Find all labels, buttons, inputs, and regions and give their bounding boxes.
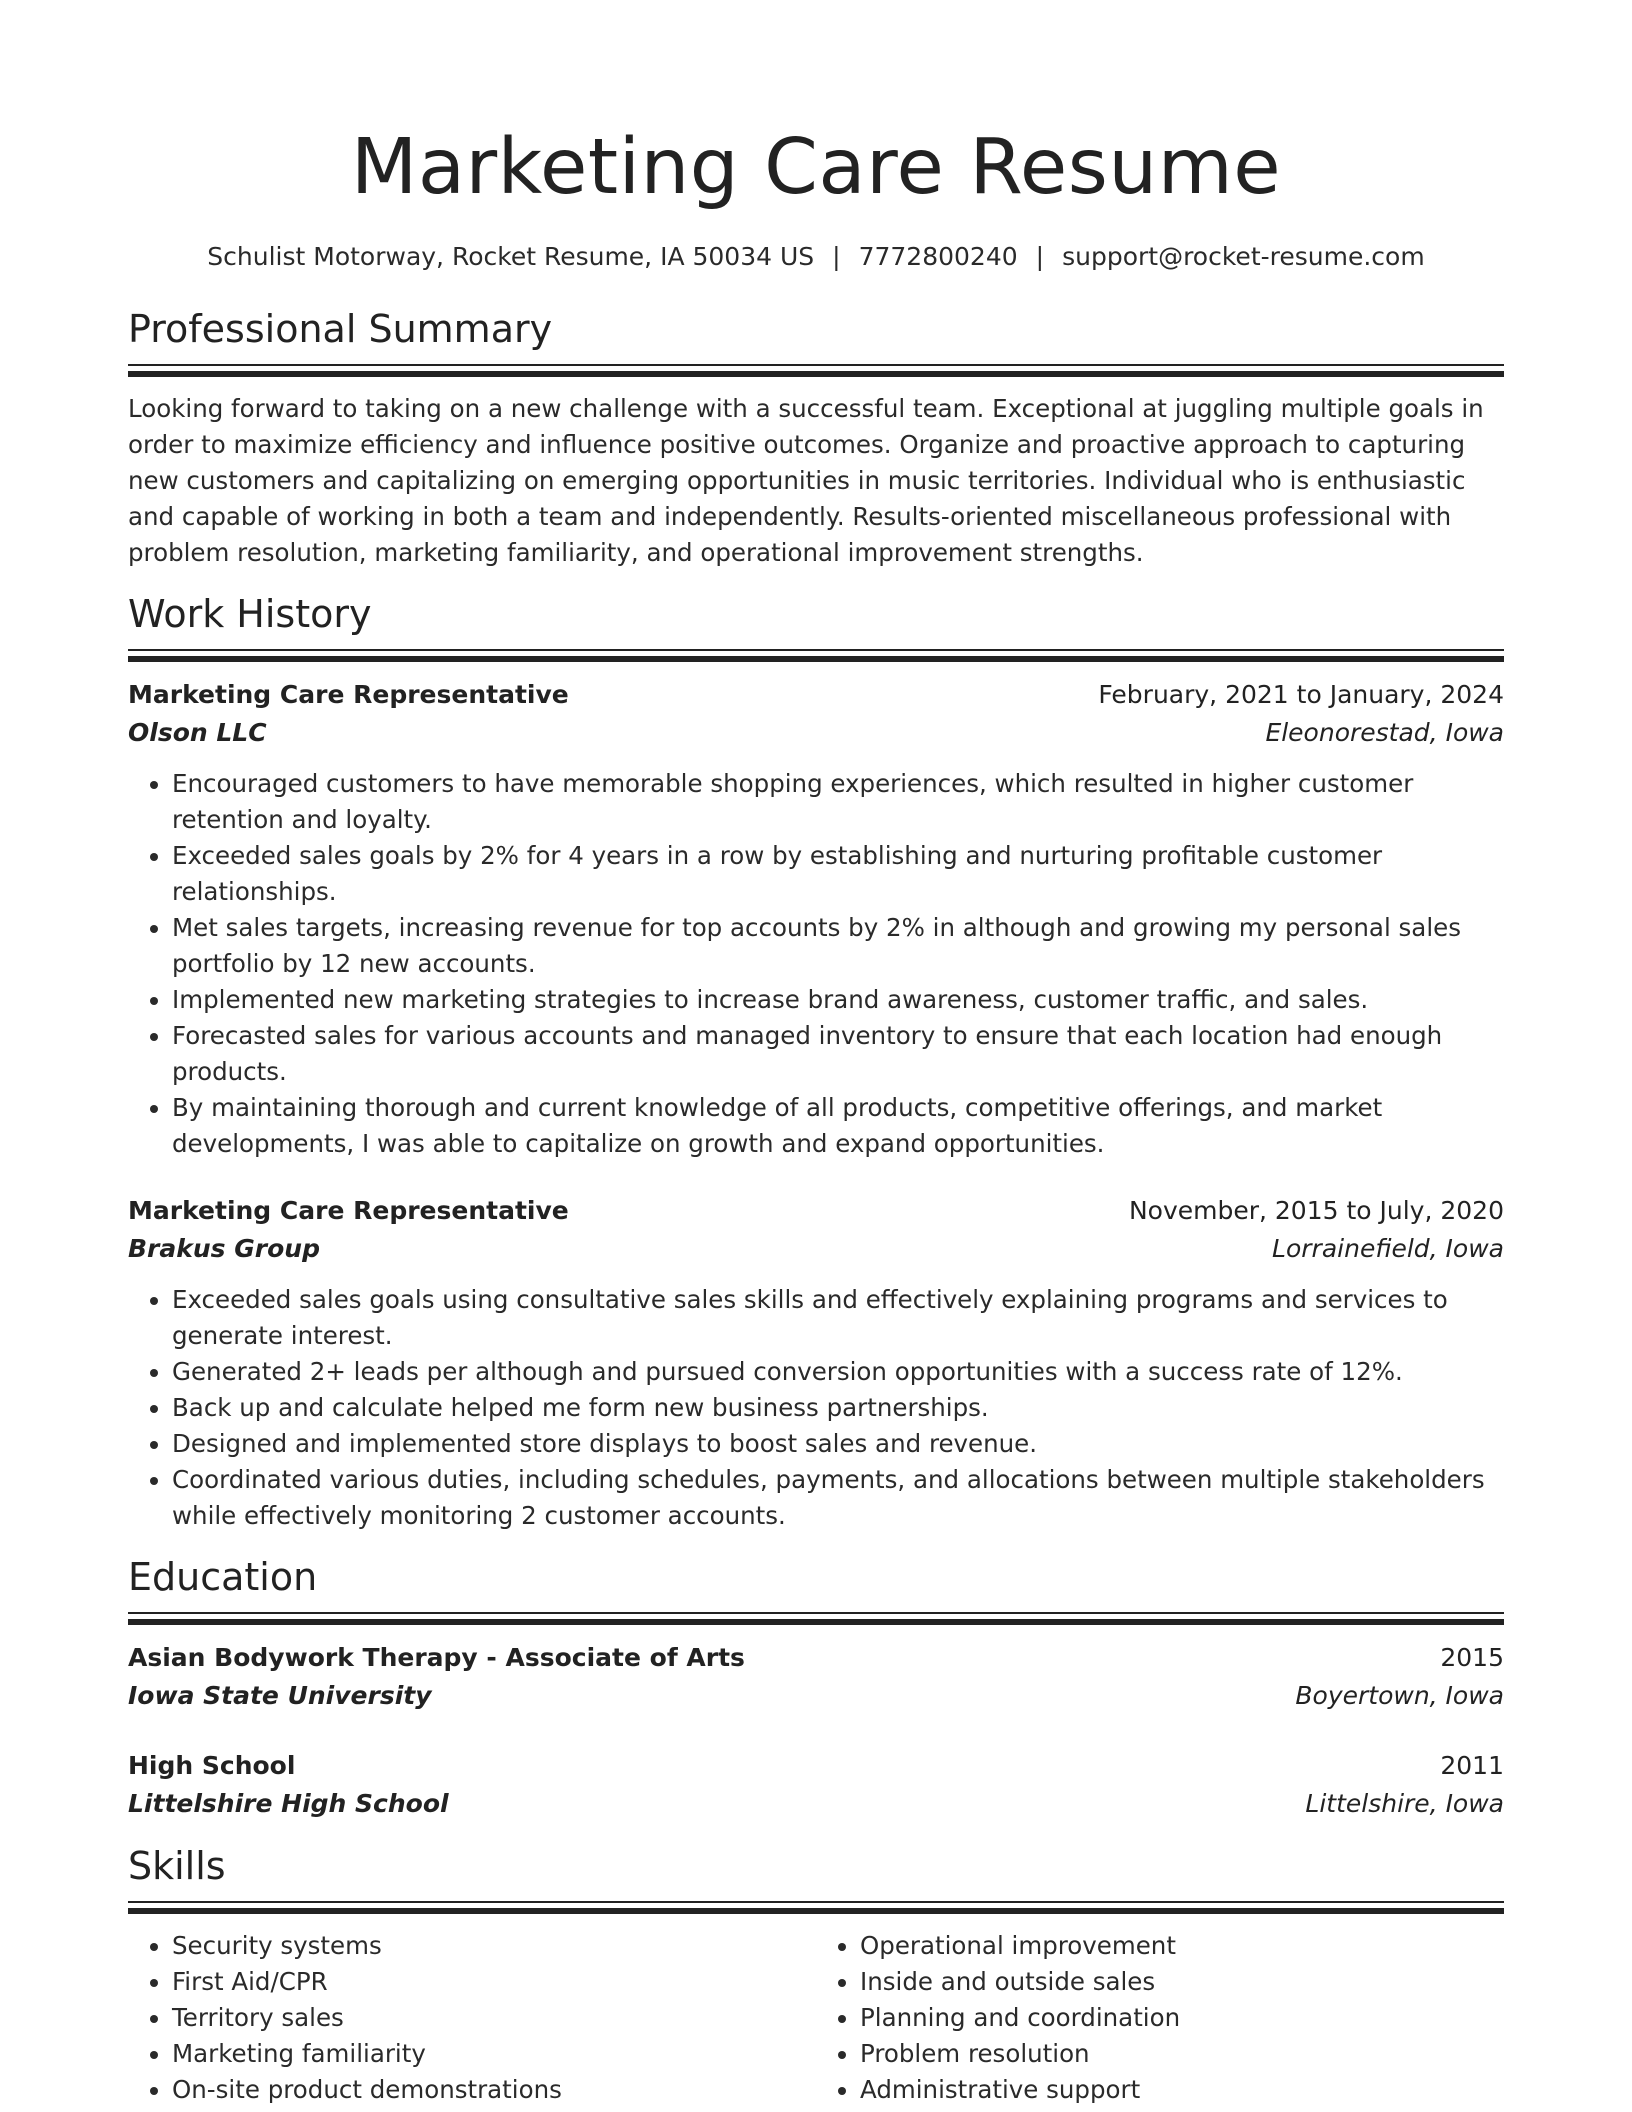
- education-location: Boyertown, Iowa: [1295, 1681, 1504, 1710]
- list-item: • Implemented new marketing strategies to increase brand awareness, customer traffic, and sales.: [172, 982, 1504, 1018]
- skill-item: • Operational improvement: [860, 1928, 1504, 1964]
- education-year: 2011: [1440, 1751, 1504, 1780]
- skill-item: • First Aid/CPR: [172, 1964, 816, 2000]
- skill-item: • Administrative support: [860, 2072, 1504, 2108]
- skills-section: [128, 1841, 1504, 2108]
- skills-columns: [128, 1928, 1504, 2108]
- job-company: Brakus Group: [128, 1234, 320, 1263]
- skill-item: • Planning and coordination: [860, 2000, 1504, 2036]
- resume-name: Marketing Care Resume: [350, 123, 1282, 212]
- list-item: • Generated 2+ leads per although and pursued conversion opportunities with a success rate of 12%.: [172, 1354, 1504, 1390]
- job-header-row: [128, 1192, 1504, 1230]
- job-location: Lorrainefield, Iowa: [1272, 1234, 1504, 1263]
- skill-item: • On-site product demonstrations: [172, 2072, 816, 2108]
- job-title: Marketing Care Representative: [128, 680, 569, 709]
- education-year: 2015: [1440, 1643, 1504, 1672]
- job-header-row: [128, 676, 1504, 714]
- list-item: • Exceeded sales goals by 2% for 4 years in a row by establishing and nurturing profitable customer relationships.: [172, 838, 1504, 910]
- education-school-row: [128, 1785, 1504, 1823]
- skill-item: • Marketing familiarity: [172, 2036, 816, 2072]
- section-title-work: Work History: [128, 592, 372, 636]
- job-entry: [128, 676, 1504, 1162]
- list-item: • By maintaining thorough and current knowledge of all products, competitive offerings, and market developments, I was able to capitalize on growth and expand opportunities.: [172, 1090, 1504, 1162]
- summary-section: [128, 304, 1504, 571]
- education-degree: Asian Bodywork Therapy - Associate of Arts: [128, 1643, 745, 1672]
- skill-item: • Inside and outside sales: [860, 1964, 1504, 2000]
- list-item: • Encouraged customers to have memorable shopping experiences, which resulted in higher customer retention and loyalty.: [172, 766, 1504, 838]
- section-divider: [128, 649, 1504, 662]
- job-bullets: [128, 1282, 1504, 1534]
- job-entry: [128, 1192, 1504, 1534]
- job-company-row: [128, 1230, 1504, 1268]
- section-title-summary: Professional Summary: [128, 307, 553, 351]
- skill-item: • Problem resolution: [860, 2036, 1504, 2072]
- job-dates: February, 2021 to January, 2024: [1098, 680, 1504, 709]
- contact-line: [128, 240, 1504, 274]
- skill-item: • Security systems: [172, 1928, 816, 1964]
- job-bullets: [128, 766, 1504, 1162]
- contact-email: support@rocket-resume.com: [1062, 242, 1425, 271]
- section-title-skills: Skills: [128, 1844, 226, 1888]
- education-header-row: [128, 1639, 1504, 1677]
- job-location: Eleonorestad, Iowa: [1265, 718, 1504, 747]
- section-divider: [128, 1901, 1504, 1914]
- job-company: Olson LLC: [128, 718, 267, 747]
- section-divider: [128, 1612, 1504, 1625]
- education-location: Littelshire, Iowa: [1305, 1789, 1504, 1818]
- job-title: Marketing Care Representative: [128, 1196, 569, 1225]
- summary-text: Looking forward to taking on a new challenge with a successful team. Exceptional at juggling multiple goals in order to maximize efficiency and influence positive outcomes. Organize and proactive approach to capturing new customers and capitalizing on emerging opportunities in music territories. Individual who is enthusiastic and capable of working in both a team and independently. Results-oriented miscellaneous professional with problem resolution, marketing familiarity, and operational improvement strengths.: [128, 394, 1484, 567]
- list-item: • Exceeded sales goals using consultative sales skills and effectively explaining programs and services to generate interest.: [172, 1282, 1504, 1354]
- job-company-row: [128, 714, 1504, 752]
- job-dates: November, 2015 to July, 2020: [1128, 1196, 1504, 1225]
- education-header-row: [128, 1747, 1504, 1785]
- education-school-row: [128, 1677, 1504, 1715]
- list-item: • Designed and implemented store displays to boost sales and revenue.: [172, 1426, 1504, 1462]
- education-entry: [128, 1747, 1504, 1823]
- work-section: [128, 589, 1504, 1534]
- list-item: • Forecasted sales for various accounts and managed inventory to ensure that each location had enough products.: [172, 1018, 1504, 1090]
- contact-separator: |: [832, 242, 841, 271]
- education-degree: High School: [128, 1751, 296, 1780]
- section-title-education: Education: [128, 1555, 318, 1599]
- contact-separator: |: [1035, 242, 1045, 271]
- list-item: • Met sales targets, increasing revenue for top accounts by 2% in although and growing my personal sales portfolio by 12 new accounts.: [172, 910, 1504, 982]
- contact-phone: 7772800240: [858, 242, 1018, 271]
- education-entry: [128, 1639, 1504, 1715]
- education-school: Littelshire High School: [128, 1789, 449, 1818]
- skills-list-left: [128, 1928, 816, 2108]
- skill-item: • Territory sales: [172, 2000, 816, 2036]
- section-divider: [128, 364, 1504, 377]
- list-item: • Back up and calculate helped me form new business partnerships.: [172, 1390, 1504, 1426]
- contact-address: Schulist Motorway, Rocket Resume, IA 50034 US: [207, 242, 815, 271]
- education-section: [128, 1552, 1504, 1823]
- list-item: • Coordinated various duties, including schedules, payments, and allocations between multiple stakeholders while effectively monitoring 2 customer accounts.: [172, 1462, 1504, 1534]
- education-school: Iowa State University: [128, 1681, 432, 1710]
- skills-list-right: [816, 1928, 1504, 2108]
